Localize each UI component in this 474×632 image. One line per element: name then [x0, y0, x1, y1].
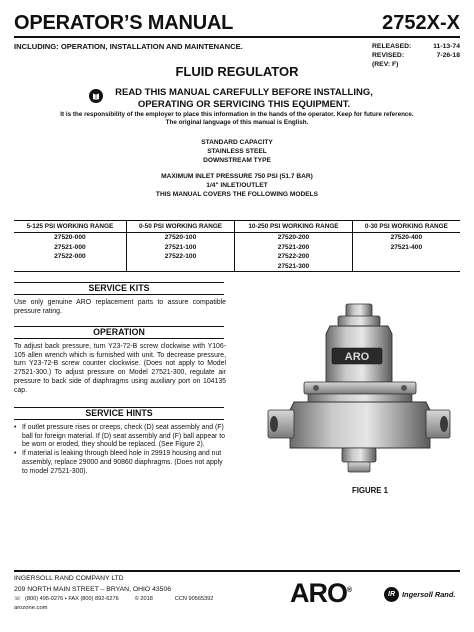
operation-text: To adjust back pressure, turn Y23-72-B screw clockwise with Y106-105 allen wrench which is furnished with unit. To decrease pressure, turn Y23-72-B screw counter clockwise. (Does not apply to Model 27521-300.) To adjust pressure on Model 27521-300, regulate air pressure to back side of diaphragms using auxiliary port on 104135 cap. — [14, 343, 226, 394]
model-number: 2752X-X — [382, 12, 460, 34]
service-kits-text: Use only genuine ARO replacement parts to assure compatible pressure rating. — [14, 299, 226, 315]
phone-fax: (800) 495-0276 • FAX (800) 892-6276 — [25, 596, 119, 602]
warning-line-2: OPERATING OR SERVICING THIS EQUIPMENT. — [137, 99, 351, 110]
table-cell: 27521-200 — [235, 243, 353, 253]
employer-responsibility: It is the responsibility of the employer to place this information in the hands of the operator. Keep for future reference. — [60, 111, 414, 118]
table-cell — [14, 262, 126, 272]
table-cell: 27522-000 — [14, 252, 126, 262]
table-header: 5-125 PSI WORKING RANGE — [14, 221, 126, 233]
copyright: © 2018 — [134, 596, 153, 602]
models-table — [14, 220, 460, 272]
spec-covers: THIS MANUAL COVERS THE FOLLOWING MODELS — [155, 191, 319, 198]
section-heading-operation: OPERATION — [14, 326, 224, 339]
ir-name: Ingersoll Rand. — [402, 590, 456, 599]
footer-divider — [14, 570, 460, 572]
table-cell: 27520-200 — [235, 233, 353, 243]
table-row — [14, 233, 460, 243]
original-language-note: The original language of this manual is English. — [165, 119, 309, 126]
table-cell: 27522-100 — [126, 252, 234, 262]
list-item: • If material is leaking through bleed hole in 29919 housing and nut assembly, replace 29000 and 90860 diaphragms. (Does not apply to model 27521-300). — [14, 450, 226, 476]
company-name: INGERSOLL RAND COMPANY LTD — [14, 575, 124, 582]
list-item: • If outlet pressure rises or creeps, check (D) seat assembly and (F) ball for foreign material. If (D) seat assembly and (F) ball appear to be worn or eroded, they should be replaced. (See Figure 2). — [14, 424, 226, 450]
table-header: 0-30 PSI WORKING RANGE — [352, 221, 460, 233]
table-cell: 27520-100 — [126, 233, 234, 243]
company-address: 209 NORTH MAIN STREET – BRYAN, OHIO 43506 — [14, 586, 172, 593]
table-header: 0-50 PSI WORKING RANGE — [126, 221, 234, 233]
table-cell: 27521-000 — [14, 243, 126, 253]
revised-label: REVISED: — [372, 52, 405, 59]
ingersoll-rand-logo — [384, 587, 455, 602]
registered-mark: ® — [347, 587, 352, 594]
aro-logo — [290, 578, 351, 609]
ir-mark-icon: IR — [384, 587, 399, 602]
table-cell: 27521-300 — [235, 262, 353, 272]
spec-type: DOWNSTREAM TYPE — [203, 157, 271, 164]
manual-title: OPERATOR’S MANUAL — [14, 12, 234, 34]
table-row — [14, 262, 460, 272]
revision-code: (REV: F) — [372, 61, 399, 68]
header-divider — [14, 36, 460, 38]
spec-capacity: STANDARD CAPACITY — [201, 139, 273, 146]
released-label: RELEASED: — [372, 43, 412, 50]
spec-material: STAINLESS STEEL — [207, 148, 267, 155]
contact-line — [14, 596, 213, 602]
table-cell — [352, 262, 460, 272]
spec-pressure: MAXIMUM INLET PRESSURE 750 PSI (51.7 BAR) — [161, 173, 313, 180]
table-cell: 27520-000 — [14, 233, 126, 243]
regulator-illustration — [264, 298, 454, 488]
table-cell: 27520-400 — [390, 234, 423, 241]
table-cell: 27522-200 — [235, 252, 353, 262]
aro-badge — [332, 348, 382, 364]
product-name: FLUID REGULATOR — [175, 64, 299, 79]
table-cell — [352, 252, 460, 262]
section-heading-service-hints: SERVICE HINTS — [14, 407, 224, 420]
manual-subtitle: INCLUDING: OPERATION, INSTALLATION AND MAINTENANCE. — [14, 42, 243, 51]
figure-badge-text: ARO — [344, 351, 370, 363]
aro-logo-text: ARO — [290, 578, 347, 608]
revised-date: 7-26-18 — [436, 52, 460, 59]
table-header: 10-250 PSI WORKING RANGE — [235, 221, 353, 233]
spec-ports: 1/4" INLET/OUTLET — [206, 182, 268, 189]
website-link[interactable]: arozone.com — [14, 605, 48, 611]
figure-caption: FIGURE 1 — [352, 486, 388, 495]
ccn-number: CCN 90565392 — [174, 596, 214, 602]
phone-icon: ☏ — [14, 596, 21, 602]
table-cell: 27521-400 — [390, 243, 423, 251]
table-row — [14, 243, 460, 253]
table-cell: 27521-100 — [126, 243, 234, 253]
service-hints-list — [14, 424, 226, 476]
warning-line-1: READ THIS MANUAL CAREFULLY BEFORE INSTALLING, — [115, 87, 373, 98]
released-date: 11-13-74 — [433, 43, 460, 50]
table-row — [14, 252, 460, 262]
table-cell — [126, 262, 234, 272]
section-heading-service-kits: SERVICE KITS — [14, 282, 224, 295]
